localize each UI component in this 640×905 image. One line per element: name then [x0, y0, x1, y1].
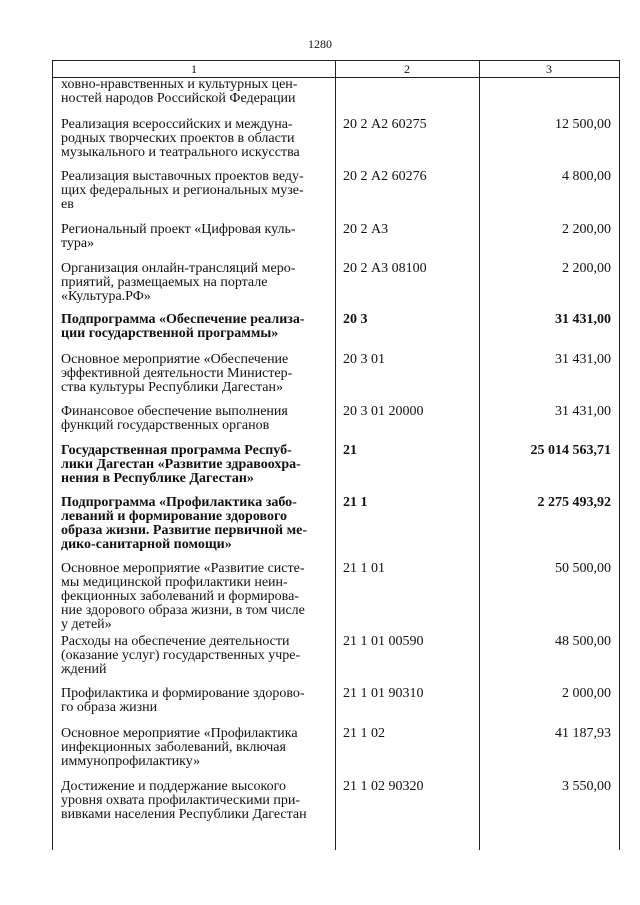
- row-amount: 31 431,00: [555, 404, 611, 419]
- row-name: Профилактика и формирование здорово- го образа жизни: [61, 686, 305, 715]
- row-code: 21 1 01: [343, 561, 385, 576]
- row-code: 21 1 01 00590: [343, 634, 424, 649]
- row-amount: 31 431,00: [555, 312, 611, 327]
- row-code: 20 2 А3 08100: [343, 261, 427, 276]
- row-name: Государственная программа Респуб- лики Дагестан «Развитие здравоохра- нения в Республике Дагестан»: [61, 443, 301, 486]
- row-code: 21 1 02 90320: [343, 779, 424, 794]
- row-name: Региональный проект «Цифровая куль- тура»: [61, 222, 296, 251]
- row-name: Организация онлайн-трансляций меро- приятий, размещаемых на портале «Культура.РФ»: [61, 261, 296, 304]
- row-amount: 41 187,93: [555, 726, 611, 741]
- row-name: ховно-нравственных и культурных цен- ностей народов Российской Федерации: [61, 77, 298, 106]
- row-name: Реализация всероссийских и междуна- родных творческих проектов в области музыкального и театрального искусства: [61, 117, 300, 160]
- row-amount: 50 500,00: [555, 561, 611, 576]
- row-name: Реализация выставочных проектов веду- щих федеральных и региональных музе- ев: [61, 169, 304, 212]
- row-code: 20 3 01: [343, 352, 385, 367]
- row-code: 21 1: [343, 495, 368, 510]
- row-name: Основное мероприятие «Развитие систе- мы медицинской профилактики неин- фекционных заболеваний и формирова- ние здорового образа жизни, в том числе у детей»: [61, 561, 305, 632]
- row-code: 21: [343, 443, 357, 458]
- row-amount: 12 500,00: [555, 117, 611, 132]
- row-amount: 3 550,00: [562, 779, 611, 794]
- header-col1: 1: [191, 62, 197, 76]
- row-code: 21 1 01 90310: [343, 686, 424, 701]
- page-number: 1280: [308, 37, 332, 51]
- header-col2: 2: [404, 62, 410, 76]
- header-col3: 3: [546, 62, 552, 76]
- row-name: Расходы на обеспечение деятельности (оказание услуг) государственных учре- ждений: [61, 634, 301, 677]
- row-code: 20 2 А2 60276: [343, 169, 427, 184]
- row-name: Основное мероприятие «Обеспечение эффективной деятельности Министер- ства культуры Республики Дагестан»: [61, 352, 293, 395]
- column-divider-1: [335, 60, 336, 850]
- row-amount: 31 431,00: [555, 352, 611, 367]
- row-name: Подпрограмма «Обеспечение реализа- ции государственной программы»: [61, 312, 305, 341]
- row-code: 20 2 А2 60275: [343, 117, 427, 132]
- row-name: Основное мероприятие «Профилактика инфекционных заболеваний, включая иммунопрофилактику»: [61, 726, 298, 769]
- row-code: 20 2 А3: [343, 222, 389, 237]
- row-name: Достижение и поддержание высокого уровня охвата профилактическими при- вивками населения Республики Дагестан: [61, 779, 307, 822]
- row-amount: 4 800,00: [562, 169, 611, 184]
- budget-table: [52, 60, 620, 850]
- row-amount: 25 014 563,71: [530, 443, 611, 458]
- row-amount: 2 200,00: [562, 222, 611, 237]
- row-code: 20 3: [343, 312, 368, 327]
- table-header: [53, 60, 619, 78]
- row-name: Финансовое обеспечение выполнения функций государственных органов: [61, 404, 288, 433]
- row-amount: 2 000,00: [562, 686, 611, 701]
- row-amount: 2 200,00: [562, 261, 611, 276]
- row-amount: 2 275 493,92: [537, 495, 611, 510]
- row-code: 20 3 01 20000: [343, 404, 424, 419]
- row-code: 21 1 02: [343, 726, 385, 741]
- row-amount: 48 500,00: [555, 634, 611, 649]
- row-name: Подпрограмма «Профилактика забо- леваний и формирование здорового образа жизни. Развитие первичной ме- дико-санитарной помощи»: [61, 495, 307, 552]
